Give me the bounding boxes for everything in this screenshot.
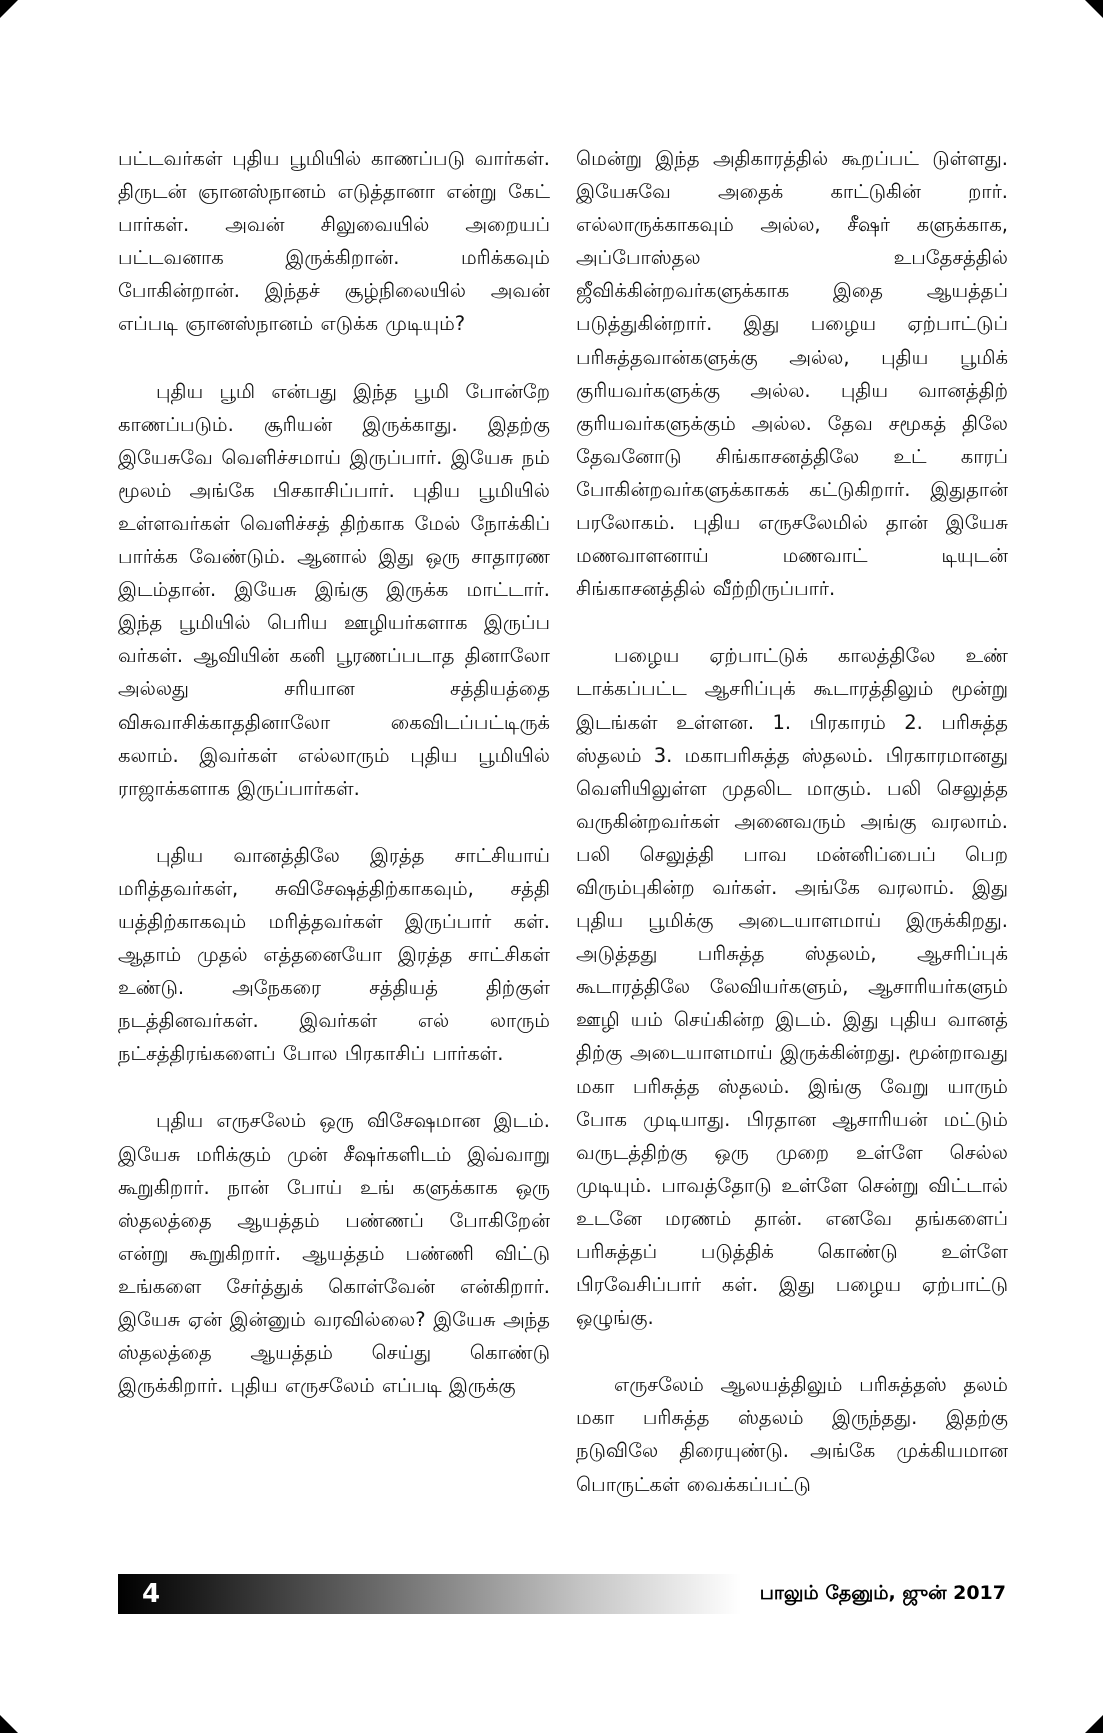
corner-mark-bottom-left xyxy=(0,1715,18,1733)
corner-mark-top-left xyxy=(0,0,18,18)
left-column xyxy=(118,142,550,1552)
paragraph: புதிய எருசலேம் ஒரு விசேஷமான இடம். இயேசு மரிக்கும் முன் சீஷர்களிடம் இவ்வாறு கூறுகிறார். நான் போய் உங் களுக்காக ஒரு ஸ்தலத்தை ஆயத்தம் பண்ணப் போகிறேன் என்று கூறுகிறார். ஆயத்தம் பண்ணி விட்டு உங்களை சேர்த்துக் கொள்வேன் என்கிறார். இயேசு ஏன் இன்னும் வரவில்லை? இயேசு அந்த ஸ்தலத்தை ஆயத்தம் செய்து கொண்டு இருக்கிறார். புதிய எருசலேம் எப்படி இருக்கு xyxy=(118,1109,550,1398)
paragraph: எருசலேம் ஆலயத்திலும் பரிசுத்தஸ் தலம் மகா பரிசுத்த ஸ்தலம் இருந்தது. இதற்கு நடுவிலே திரையுண்டு. அங்கே முக்கியமான பொருட்கள் வைக்கப்பட்டு xyxy=(576,1373,1008,1496)
paragraph: மென்று இந்த அதிகாரத்தில் கூறப்பட் டுள்ளது. இயேசுவே அதைக் காட்டுகின் றார். எல்லாருக்காகவும் அல்ல, சீஷர் களுக்காக, அப்போஸ்தல உபதேசத்தில் ஜீவிக்கின்றவர்களுக்காக இதை ஆயத்தப் படுத்துகின்றார். இது பழைய ஏற்பாட்டுப் பரிசுத்தவான்களுக்கு அல்ல, புதிய பூமிக் குரியவர்களுக்கு அல்ல. புதிய வானத்திற் குரியவர்களுக்கும் அல்ல. தேவ சமூகத் திலே தேவனோடு சிங்காசனத்திலே உட் காரப் போகின்றவர்களுக்காகக் கட்டுகிறார். இதுதான் பரலோகம். புதிய எருசலேமில் தான் இயேசு மணவாளனாய் மணவாட் டியுடன் சிங்காசனத்தில் வீற்றிருப்பார். xyxy=(576,147,1008,601)
paragraph: புதிய வானத்திலே இரத்த சாட்சியாய் மரித்தவர்கள், சுவிசேஷத்திற்காகவும், சத்தி யத்திற்காகவும் மரித்தவர்கள் இருப்பார் கள். ஆதாம் முதல் எத்தனையோ இரத்த சாட்சிகள் உண்டு. அநேகரை சத்தியத் திற்குள் நடத்தினவர்கள். இவர்கள் எல் லாரும் நட்சத்திரங்களைப் போல பிரகாசிப் பார்கள். xyxy=(118,843,550,1066)
paragraph: புதிய பூமி என்பது இந்த பூமி போன்றே காணப்படும். சூரியன் இருக்காது. இதற்கு இயேசுவே வெளிச்சமாய் இருப்பார். இயேசு நம் மூலம் அங்கே பிசகாசிப்பார். புதிய பூமியில் உள்ளவர்கள் வெளிச்சத் திற்காக மேல் நோக்கிப் பார்க்க வேண்டும். ஆனால் இது ஒரு சாதாரண இடம்தான். இயேசு இங்கு இருக்க மாட்டார். இந்த பூமியில் பெரிய ஊழியர்களாக இருப்ப வர்கள். ஆவியின் கனி பூரணப்படாத தினாலோ அல்லது சரியான சத்தியத்தை விசுவாசிக்காததினாலோ கைவிடப்பட்டிருக் கலாம். இவர்கள் எல்லாரும் புதிய பூமியில் ராஜாக்களாக இருப்பார்கள். xyxy=(118,379,550,800)
corner-mark-bottom-right xyxy=(1085,1715,1103,1733)
paragraph: பழைய ஏற்பாட்டுக் காலத்திலே உண் டாக்கப்பட்ட ஆசரிப்புக் கூடாரத்திலும் மூன்று இடங்கள் உள்ளன. 1. பிரகாரம் 2. பரிசுத்த ஸ்தலம் 3. மகாபரிசுத்த ஸ்தலம். பிரகாரமானது வெளியிலுள்ள முதலிட மாகும். பலி செலுத்த வருகின்றவர்கள் அனைவரும் அங்கு வரலாம். பலி செலுத்தி பாவ மன்னிப்பைப் பெற விரும்புகின்ற வர்கள். அங்கே வரலாம். இது புதிய பூமிக்கு அடையாளமாய் இருக்கிறது. அடுத்தது பரிசுத்த ஸ்தலம், ஆசரிப்புக் கூடாரத்திலே லேவியர்களும், ஆசாரியர்களும் ஊழி யம் செய்கின்ற இடம். இது புதிய வானத் திற்கு அடையாளமாய் இருக்கின்றது. மூன்றாவது மகா பரிசுத்த ஸ்தலம். இங்கு வேறு யாரும் போக முடியாது. பிரதான ஆசாரியன் மட்டும் வருடத்திற்கு ஒரு முறை உள்ளே செல்ல முடியும். பாவத்தோடு உள்ளே சென்று விட்டால் உடனே மரணம் தான். எனவே தங்களைப் பரிசுத்தப் படுத்திக் கொண்டு உள்ளே பிரவேசிப்பார் கள். இது பழைய ஏற்பாட்டு ஒழுங்கு. xyxy=(576,644,1008,1330)
page-footer xyxy=(118,1574,1008,1614)
magazine-issue-label: பாலும் தேனும், ஜுன் 2017 xyxy=(759,1581,1006,1604)
corner-mark-top-right xyxy=(1085,0,1103,18)
page-number: 4 xyxy=(142,1579,161,1609)
paragraph: பட்டவர்கள் புதிய பூமியில் காணப்படு வார்கள். திருடன் ஞானஸ்நானம் எடுத்தானா என்று கேட் பார்கள். அவன் சிலுவையில் அறையப் பட்டவனாக இருக்கிறான். மரிக்கவும் போகின்றான். இந்தச் சூழ்நிலையில் அவன் எப்படி ஞானஸ்நானம் எடுக்க முடியும்? xyxy=(118,147,550,336)
right-column xyxy=(576,142,1008,1552)
article-body xyxy=(118,142,1008,1552)
